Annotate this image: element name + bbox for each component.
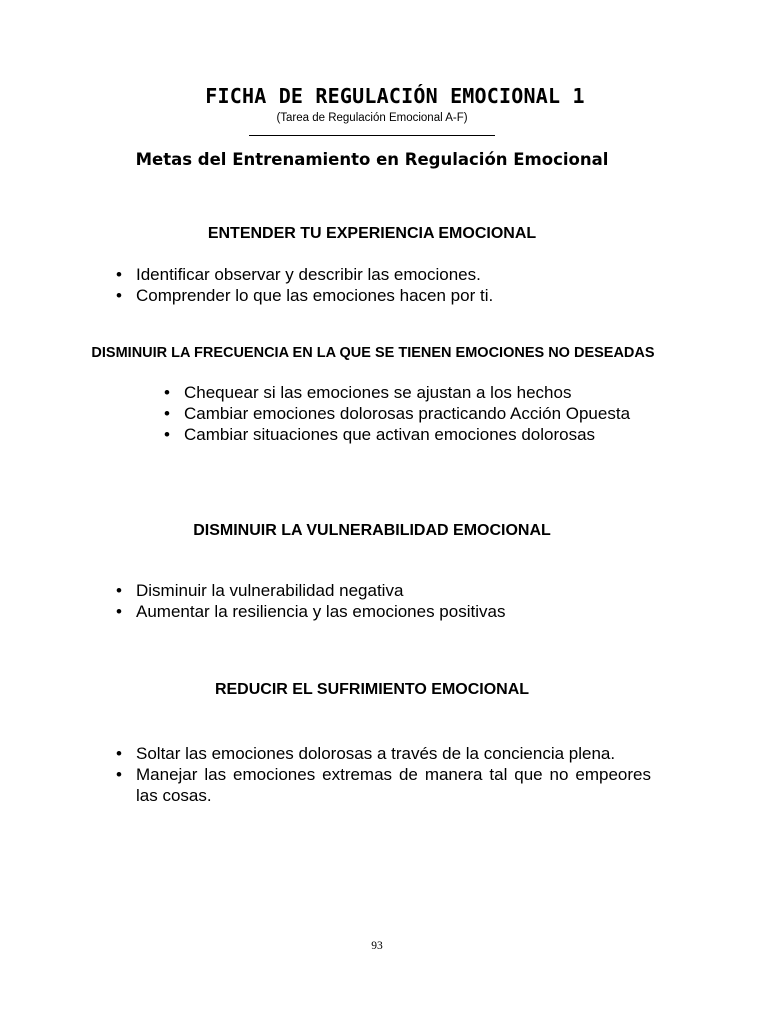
list-item-text: Soltar las emociones dolorosas a través de la conciencia plena. (136, 744, 616, 763)
document-subtitle: (Tarea de Regulación Emocional A-F) (276, 112, 468, 124)
bullet-icon: • (116, 286, 122, 305)
bullet-icon: • (164, 383, 170, 402)
list-item (162, 382, 651, 403)
bullet-icon: • (116, 765, 122, 784)
list-item-text: Comprender lo que las emociones hacen por ti. (136, 286, 494, 305)
list-item (114, 264, 654, 285)
section-heading: REDUCIR EL SUFRIMIENTO EMOCIONAL (214, 681, 530, 698)
bullet-list (162, 382, 651, 445)
list-item (114, 601, 654, 622)
page-number: 93 (371, 940, 383, 952)
goals-heading: Metas del Entrenamiento en Regulación Emocional (135, 150, 609, 169)
bullet-list (114, 580, 654, 622)
section-heading: DISMINUIR LA FRECUENCIA EN LA QUE SE TIENEN EMOCIONES NO DESEADAS (91, 345, 655, 361)
bullet-list (114, 743, 651, 806)
list-item (114, 580, 654, 601)
bullet-icon: • (116, 744, 122, 763)
section-heading: ENTENDER TU EXPERIENCIA EMOCIONAL (207, 225, 537, 242)
list-item-text: Disminuir la vulnerabilidad negativa (136, 581, 404, 600)
bullet-icon: • (164, 425, 170, 444)
list-item (114, 764, 651, 806)
list-item-text: Chequear si las emociones se ajustan a los hechos (184, 383, 572, 402)
bullet-icon: • (164, 404, 170, 423)
section-heading: DISMINUIR LA VULNERABILIDAD EMOCIONAL (193, 522, 551, 539)
list-item-text: Cambiar emociones dolorosas practicando Acción Opuesta (184, 404, 631, 423)
list-item-text: Manejar las emociones extremas de manera tal que no empeores las cosas. (136, 765, 651, 805)
bullet-icon: • (116, 265, 122, 284)
title-divider (249, 135, 495, 136)
list-item-text: Identificar observar y describir las emociones. (136, 265, 481, 284)
bullet-icon: • (116, 602, 122, 621)
document-title: FICHA DE REGULACIÓN EMOCIONAL 1 (205, 84, 585, 108)
list-item (114, 743, 651, 764)
list-item (114, 285, 654, 306)
list-item-text: Aumentar la resiliencia y las emociones positivas (136, 602, 506, 621)
bullet-list (114, 264, 654, 306)
list-item (162, 403, 651, 424)
list-item (162, 424, 651, 445)
list-item-text: Cambiar situaciones que activan emociones dolorosas (184, 425, 596, 444)
bullet-icon: • (116, 581, 122, 600)
